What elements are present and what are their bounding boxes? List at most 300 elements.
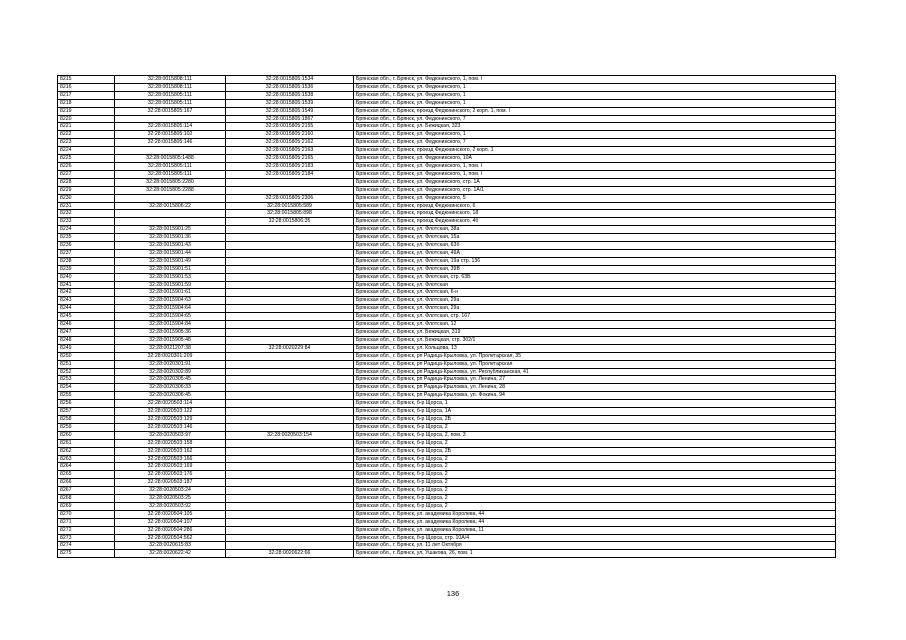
address-cell: Брянская обл., г. Брянск, б-р Щорса, 2	[354, 471, 836, 479]
address-cell: Брянская обл., г. Брянск, ул. академика Королева, 11	[354, 526, 836, 534]
address-cell: Брянская обл., г. Брянск, б-р Щорса, 2Б	[354, 415, 836, 423]
table-row	[58, 526, 836, 534]
cadastral-number-cell: 32:28:0015805:146	[115, 139, 226, 147]
cadastral-number-cell: 32:28:0020306:45	[115, 392, 226, 400]
address-cell: Брянская обл., г. Брянск, ул. Флотская, 38а	[354, 226, 836, 234]
row-number-cell: 8227	[58, 170, 115, 178]
table-row	[58, 76, 836, 84]
table-row	[58, 463, 836, 471]
building-number-cell: 32:28:0015805:589	[226, 202, 354, 210]
cadastral-number-cell: 32:28:0020301:91	[115, 360, 226, 368]
table-row	[58, 186, 836, 194]
building-number-cell	[226, 526, 354, 534]
address-cell: Брянская обл., г. Брянск, рп Радица-Крыловка, ул. Пролетарская	[354, 360, 836, 368]
cadastral-number-cell: 32:28:0015905:48	[115, 336, 226, 344]
cadastral-number-cell: 32:28:0015901:51	[115, 265, 226, 273]
address-cell: Брянская обл., г. Брянск, проезд Федюнинского, 18	[354, 210, 836, 218]
address-cell: Брянская обл., г. Брянск, ул. Бежицкая, стр. 302/1	[354, 336, 836, 344]
building-number-cell	[226, 376, 354, 384]
table-row	[58, 281, 836, 289]
cadastral-number-cell: 32:28:0015805:111	[115, 99, 226, 107]
row-number-cell: 8267	[58, 487, 115, 495]
table-row	[58, 147, 836, 155]
row-number-cell: 8238	[58, 257, 115, 265]
row-number-cell: 8263	[58, 455, 115, 463]
cadastral-number-cell: 32:28:0015901:49	[115, 257, 226, 265]
building-number-cell	[226, 471, 354, 479]
building-number-cell: 32:28:0015805:2184	[226, 170, 354, 178]
address-cell: Брянская обл., г. Брянск, ул. Флотская, 12	[354, 321, 836, 329]
building-number-cell	[226, 289, 354, 297]
table-row	[58, 423, 836, 431]
building-number-cell	[226, 305, 354, 313]
table-row	[58, 384, 836, 392]
address-cell: Брянская обл., г. Брянск, ул. Федюнинского, 1, пом. I	[354, 170, 836, 178]
row-number-cell: 8229	[58, 186, 115, 194]
address-cell: Брянская обл., г. Брянск, ул. Федюнинского, стр. 1А/1	[354, 186, 836, 194]
cadastral-number-cell: 32:28:0020503:122	[115, 408, 226, 416]
row-number-cell: 8241	[58, 281, 115, 289]
cadastral-number-cell: 32:28:0020503:146	[115, 423, 226, 431]
cadastral-number-cell: 32:28:0015805:2288	[115, 186, 226, 194]
table-row	[58, 321, 836, 329]
table-row	[58, 550, 836, 558]
table-row	[58, 170, 836, 178]
row-number-cell: 8270	[58, 510, 115, 518]
building-number-cell: 32:28:0015805:1536	[226, 83, 354, 91]
table-row	[58, 400, 836, 408]
table-row	[58, 249, 836, 257]
table-row	[58, 265, 836, 273]
building-number-cell	[226, 360, 354, 368]
building-number-cell: 32:28:0015805:1534	[226, 76, 354, 84]
cadastral-number-cell: 32:28:0015904:64	[115, 305, 226, 313]
cadastral-number-cell: 32:28:0020615:83	[115, 542, 226, 550]
row-number-cell: 8264	[58, 463, 115, 471]
cadastral-number-cell: 32:28:0015904:65	[115, 313, 226, 321]
cadastral-number-cell	[115, 210, 226, 218]
address-cell: Брянская обл., г. Брянск, проезд Федюнинского, 4б	[354, 218, 836, 226]
register-table-body	[58, 76, 836, 558]
row-number-cell: 8258	[58, 415, 115, 423]
cadastral-number-cell: 32:28:0020503:92	[115, 502, 226, 510]
address-cell: Брянская обл., г. Брянск, ул. Федюнинского, 1	[354, 91, 836, 99]
building-number-cell	[226, 400, 354, 408]
building-number-cell	[226, 249, 354, 257]
table-row	[58, 305, 836, 313]
cadastral-number-cell: 32:28:0020504:105	[115, 510, 226, 518]
building-number-cell	[226, 502, 354, 510]
building-number-cell: 32:28:0015805:2162	[226, 139, 354, 147]
building-number-cell	[226, 415, 354, 423]
row-number-cell: 8246	[58, 321, 115, 329]
address-cell: Брянская обл., г. Брянск, ул. 11 лет Октября	[354, 542, 836, 550]
row-number-cell: 8226	[58, 162, 115, 170]
row-number-cell: 8245	[58, 313, 115, 321]
table-row	[58, 471, 836, 479]
address-cell: Брянская обл., г. Брянск, б-р Щорса, 2	[354, 439, 836, 447]
building-number-cell	[226, 178, 354, 186]
table-row	[58, 289, 836, 297]
building-number-cell	[226, 518, 354, 526]
address-cell: Брянская обл., г. Брянск, рп Радица-Крыловка, ул. Фокина, 94	[354, 392, 836, 400]
cadastral-number-cell: 32:28:0015808:111	[115, 76, 226, 84]
address-cell: Брянская обл., г. Брянск, ул. Федюнинского, 7	[354, 115, 836, 123]
cadastral-number-cell: 32:28:0015805:2280	[115, 178, 226, 186]
cadastral-number-cell	[115, 115, 226, 123]
address-cell: Брянская обл., г. Брянск, б-р Щорса, 2Б	[354, 447, 836, 455]
address-cell: Брянская обл., г. Брянск, ул. Федюнинского, 10А	[354, 155, 836, 163]
address-cell: Брянская обл., г. Брянск, рп Радица-Крыловка, ул. Ленина, 27	[354, 376, 836, 384]
cadastral-number-cell: 32:28:0020504:286	[115, 526, 226, 534]
cadastral-number-cell: 32:28:0020503:162	[115, 447, 226, 455]
address-cell: Брянская обл., г. Брянск, б-р Щорса, 2	[354, 487, 836, 495]
table-row	[58, 234, 836, 242]
building-number-cell	[226, 234, 354, 242]
row-number-cell: 8261	[58, 439, 115, 447]
building-number-cell: 32:28:0015805:2155	[226, 123, 354, 131]
row-number-cell: 8219	[58, 107, 115, 115]
building-number-cell	[226, 186, 354, 194]
cadastral-number-cell: 32:28:0015805:111	[115, 162, 226, 170]
address-cell: Брянская обл., г. Брянск, ул. Флотская, 39В	[354, 265, 836, 273]
cadastral-number-cell: 32:28:0015805:111	[115, 170, 226, 178]
address-cell: Брянская обл., г. Брянск, рп Радица-Крыловка, ул. Республиканская, 41	[354, 368, 836, 376]
building-number-cell	[226, 281, 354, 289]
row-number-cell: 8237	[58, 249, 115, 257]
building-number-cell	[226, 495, 354, 503]
building-number-cell: 32:28:0015805:2163	[226, 147, 354, 155]
cadastral-number-cell: 32:28:0015905:36	[115, 329, 226, 337]
row-number-cell: 8251	[58, 360, 115, 368]
table-row	[58, 518, 836, 526]
building-number-cell	[226, 408, 354, 416]
row-number-cell: 8257	[58, 408, 115, 416]
table-row	[58, 91, 836, 99]
table-row	[58, 487, 836, 495]
row-number-cell: 8220	[58, 115, 115, 123]
address-cell: Брянская обл., г. Брянск, б-р Щорса, 1	[354, 400, 836, 408]
row-number-cell: 8249	[58, 344, 115, 352]
building-number-cell: 32:28:0015805:1538	[226, 91, 354, 99]
row-number-cell: 8239	[58, 265, 115, 273]
cadastral-number-cell: 32:28:0020503:97	[115, 431, 226, 439]
address-cell: Брянская обл., г. Брянск, ул. Флотская, 6-н	[354, 289, 836, 297]
address-cell: Брянская обл., г. Брянск, ул. Флотская, 29а	[354, 305, 836, 313]
table-row	[58, 479, 836, 487]
row-number-cell: 8274	[58, 542, 115, 550]
cadastral-number-cell: 32:28:0015901:44	[115, 249, 226, 257]
table-row	[58, 178, 836, 186]
row-number-cell: 8243	[58, 297, 115, 305]
table-row	[58, 194, 836, 202]
building-number-cell	[226, 242, 354, 250]
cadastral-number-cell: 32:28:0020504:107	[115, 518, 226, 526]
cadastral-number-cell: 32:28:0015901:43	[115, 242, 226, 250]
cadastral-number-cell: 32:28:0020503:24	[115, 487, 226, 495]
table-row	[58, 242, 836, 250]
cadastral-number-cell: 32:28:0015805:1488	[115, 155, 226, 163]
cadastral-number-cell	[115, 147, 226, 155]
address-cell: Брянская обл., г. Брянск, ул. Федюнинского, 1	[354, 83, 836, 91]
building-number-cell	[226, 510, 354, 518]
row-number-cell: 8235	[58, 234, 115, 242]
table-row	[58, 431, 836, 439]
table-row	[58, 542, 836, 550]
table-row	[58, 415, 836, 423]
cadastral-number-cell: 32:28:0015805:167	[115, 107, 226, 115]
address-cell: Брянская обл., г. Брянск, ул. Федюнинского, 1	[354, 131, 836, 139]
table-row	[58, 495, 836, 503]
row-number-cell: 8250	[58, 352, 115, 360]
building-number-cell	[226, 273, 354, 281]
row-number-cell: 8268	[58, 495, 115, 503]
table-row	[58, 313, 836, 321]
row-number-cell: 8216	[58, 83, 115, 91]
cadastral-number-cell: 32:28:0020503:129	[115, 415, 226, 423]
row-number-cell: 8259	[58, 423, 115, 431]
building-number-cell	[226, 542, 354, 550]
row-number-cell: 8248	[58, 336, 115, 344]
cadastral-number-cell: 32:28:0015904:63	[115, 297, 226, 305]
row-number-cell: 8269	[58, 502, 115, 510]
table-row	[58, 210, 836, 218]
cadastral-number-cell: 32:28:0020503:25	[115, 495, 226, 503]
address-cell: Брянская обл., г. Брянск, ул. Федюнинского, 1	[354, 99, 836, 107]
building-number-cell	[226, 329, 354, 337]
table-row	[58, 368, 836, 376]
building-number-cell	[226, 352, 354, 360]
table-row	[58, 218, 836, 226]
table-row	[58, 107, 836, 115]
row-number-cell: 8242	[58, 289, 115, 297]
cadastral-number-cell: 32:28:0015805:114	[115, 123, 226, 131]
row-number-cell: 8255	[58, 392, 115, 400]
page-number: 136	[446, 589, 460, 598]
cadastral-number-cell: 32:28:0020504:562	[115, 534, 226, 542]
table-row	[58, 344, 836, 352]
building-number-cell: 32:28:0015805:1539	[226, 99, 354, 107]
address-cell: Брянская обл., г. Брянск, б-р Щорса, стр. 10А/4	[354, 534, 836, 542]
table-row	[58, 83, 836, 91]
row-number-cell: 8262	[58, 447, 115, 455]
row-number-cell: 8230	[58, 194, 115, 202]
address-cell: Брянская обл., г. Брянск, ул. Флотская, 19а стр. 136	[354, 257, 836, 265]
cadastral-number-cell: 32:28:0015805:111	[115, 91, 226, 99]
cadastral-number-cell: 32:28:0020306:33	[115, 384, 226, 392]
building-number-cell	[226, 226, 354, 234]
building-number-cell	[226, 463, 354, 471]
table-row	[58, 162, 836, 170]
row-number-cell: 8244	[58, 305, 115, 313]
building-number-cell	[226, 313, 354, 321]
row-number-cell: 8228	[58, 178, 115, 186]
building-number-cell	[226, 534, 354, 542]
address-cell: Брянская обл., г. Брянск, рп Радица-Крыловка, ул. Пролетарская, 35	[354, 352, 836, 360]
building-number-cell: 32:28:0015805:1549	[226, 107, 354, 115]
building-number-cell: 32:28:0015805:1867	[226, 115, 354, 123]
building-number-cell: 32:28:0015806:35	[226, 218, 354, 226]
row-number-cell: 8233	[58, 218, 115, 226]
cadastral-number-cell: 32:28:0015808:111	[115, 83, 226, 91]
cadastral-number-cell: 32:28:0015901:53	[115, 273, 226, 281]
building-number-cell: 32:28:0020503:154	[226, 431, 354, 439]
row-number-cell: 8260	[58, 431, 115, 439]
building-number-cell	[226, 384, 354, 392]
row-number-cell: 8240	[58, 273, 115, 281]
address-cell: Брянская обл., г. Брянск, ул. Ушакова, 26, пом. 1	[354, 550, 836, 558]
cadastral-number-cell: 32:28:0020302:89	[115, 368, 226, 376]
table-row	[58, 510, 836, 518]
cadastral-number-cell: 32:28:0020503:114	[115, 400, 226, 408]
cadastral-number-cell: 32:28:0020503:187	[115, 479, 226, 487]
building-number-cell: 32:28:0015805:2306	[226, 194, 354, 202]
building-number-cell	[226, 297, 354, 305]
row-number-cell: 8218	[58, 99, 115, 107]
building-number-cell: 32:28:0015805:2160	[226, 131, 354, 139]
cadastral-number-cell: 32:28:0020622:42	[115, 550, 226, 558]
address-cell: Брянская обл., г. Брянск, ул. Флотская	[354, 281, 836, 289]
row-number-cell: 8266	[58, 479, 115, 487]
cadastral-number-cell: 32:28:0020503:166	[115, 455, 226, 463]
building-number-cell	[226, 487, 354, 495]
address-cell: Брянская обл., г. Брянск, ул. Флотская, 49А	[354, 249, 836, 257]
table-row	[58, 297, 836, 305]
table-row	[58, 99, 836, 107]
building-number-cell	[226, 423, 354, 431]
address-cell: Брянская обл., г. Брянск, ул. Флотская, стр. 63Б	[354, 273, 836, 281]
cadastral-number-cell: 32:28:0015904:84	[115, 321, 226, 329]
address-cell: Брянская обл., г. Брянск, ул. Федюнинского, 7	[354, 139, 836, 147]
cadastral-number-cell	[115, 194, 226, 202]
table-row	[58, 115, 836, 123]
cadastral-number-cell: 32:28:0015901:36	[115, 234, 226, 242]
building-number-cell: 32:28:0015805:2165	[226, 155, 354, 163]
row-number-cell: 8223	[58, 139, 115, 147]
row-number-cell: 8272	[58, 526, 115, 534]
address-cell: Брянская обл., г. Брянск, б-р Щорса, 2	[354, 463, 836, 471]
table-row	[58, 439, 836, 447]
building-number-cell	[226, 336, 354, 344]
address-cell: Брянская обл., г. Брянск, б-р Щорса, 2, пом. 3	[354, 431, 836, 439]
row-number-cell: 8273	[58, 534, 115, 542]
address-cell: Брянская обл., г. Брянск, ул. Федюнинского, 1, пом. I	[354, 76, 836, 84]
row-number-cell: 8221	[58, 123, 115, 131]
building-number-cell	[226, 368, 354, 376]
table-row	[58, 376, 836, 384]
row-number-cell: 8253	[58, 376, 115, 384]
address-cell: Брянская обл., г. Брянск, б-р Щорса, 2	[354, 423, 836, 431]
table-row	[58, 352, 836, 360]
building-number-cell	[226, 321, 354, 329]
table-row	[58, 123, 836, 131]
address-cell: Брянская обл., г. Брянск, б-р Щорса, 2	[354, 479, 836, 487]
table-row	[58, 336, 836, 344]
building-number-cell: 32:28:0020229:84	[226, 344, 354, 352]
row-number-cell: 8222	[58, 131, 115, 139]
table-row	[58, 447, 836, 455]
cadastral-number-cell	[115, 218, 226, 226]
table-row	[58, 502, 836, 510]
table-row	[58, 455, 836, 463]
address-cell: Брянская обл., г. Брянск, проезд Федюнинского, 2 корп. 1, пом. I	[354, 107, 836, 115]
table-row	[58, 273, 836, 281]
cadastral-number-cell: 32:28:0020503:169	[115, 463, 226, 471]
row-number-cell: 8215	[58, 76, 115, 84]
address-cell: Брянская обл., г. Брянск, ул. Бежицкая, 323	[354, 123, 836, 131]
address-cell: Брянская обл., г. Брянск, б-р Щорса, 2	[354, 502, 836, 510]
row-number-cell: 8256	[58, 400, 115, 408]
register-table	[57, 75, 836, 558]
cadastral-number-cell: 32:28:0020305:45	[115, 376, 226, 384]
building-number-cell	[226, 257, 354, 265]
table-row	[58, 131, 836, 139]
address-cell: Брянская обл., г. Брянск, ул. Флотская, 63б	[354, 242, 836, 250]
row-number-cell: 8225	[58, 155, 115, 163]
row-number-cell: 8247	[58, 329, 115, 337]
table-row	[58, 257, 836, 265]
address-cell: Брянская обл., г. Брянск, проезд Федюнинского, 6	[354, 202, 836, 210]
address-cell: Брянская обл., г. Брянск, ул. академика Королева, 44	[354, 510, 836, 518]
row-number-cell: 8232	[58, 210, 115, 218]
address-cell: Брянская обл., г. Брянск, б-р Щорса, 2	[354, 455, 836, 463]
building-number-cell	[226, 479, 354, 487]
table-row	[58, 392, 836, 400]
row-number-cell: 8231	[58, 202, 115, 210]
address-cell: Брянская обл., г. Брянск, ул. Федюнинского, 1, пом. I	[354, 162, 836, 170]
cadastral-number-cell: 32:28:0015806:22	[115, 202, 226, 210]
cadastral-number-cell: 32:28:0015805:102	[115, 131, 226, 139]
cadastral-number-cell: 32:28:0021207:38	[115, 344, 226, 352]
table-row	[58, 329, 836, 337]
address-cell: Брянская обл., г. Брянск, ул. Федюнинского, 5	[354, 194, 836, 202]
row-number-cell: 8265	[58, 471, 115, 479]
address-cell: Брянская обл., г. Брянск, ул. Флотская, стр. 167	[354, 313, 836, 321]
address-cell: Брянская обл., г. Брянск, проезд Федюнинского, 2 корп. 1	[354, 147, 836, 155]
cadastral-number-cell: 32:28:0015901:59	[115, 281, 226, 289]
building-number-cell	[226, 447, 354, 455]
building-number-cell	[226, 392, 354, 400]
address-cell: Брянская обл., г. Брянск, ул. Кольцова, 13	[354, 344, 836, 352]
table-row	[58, 226, 836, 234]
cadastral-number-cell: 32:28:0015901:25	[115, 226, 226, 234]
row-number-cell: 8236	[58, 242, 115, 250]
address-cell: Брянская обл., г. Брянск, б-р Щорса, 2	[354, 495, 836, 503]
address-cell: Брянская обл., г. Брянск, ул. Флотская, 29а	[354, 297, 836, 305]
cadastral-number-cell: 32:28:0020503:158	[115, 439, 226, 447]
building-number-cell: 32:28:0015805:898	[226, 210, 354, 218]
address-cell: Брянская обл., г. Брянск, рп Радица-Крыловка, ул. Ленина, 28	[354, 384, 836, 392]
row-number-cell: 8217	[58, 91, 115, 99]
address-cell: Брянская обл., г. Брянск, б-р Щорса, 1А	[354, 408, 836, 416]
table-row	[58, 360, 836, 368]
building-number-cell: 32:28:0020622:66	[226, 550, 354, 558]
table-row	[58, 408, 836, 416]
table-row	[58, 139, 836, 147]
building-number-cell	[226, 455, 354, 463]
building-number-cell: 32:28:0015805:2183	[226, 162, 354, 170]
address-cell: Брянская обл., г. Брянск, ул. академика Королева, 44	[354, 518, 836, 526]
building-number-cell	[226, 265, 354, 273]
address-cell: Брянская обл., г. Брянск, ул. Федюнинского, стр. 1А	[354, 178, 836, 186]
row-number-cell: 8252	[58, 368, 115, 376]
row-number-cell: 8254	[58, 384, 115, 392]
row-number-cell: 8271	[58, 518, 115, 526]
table-row	[58, 202, 836, 210]
cadastral-number-cell: 32:28:0020503:176	[115, 471, 226, 479]
address-cell: Брянская обл., г. Брянск, ул. Флотская, 15а	[354, 234, 836, 242]
table-row	[58, 155, 836, 163]
